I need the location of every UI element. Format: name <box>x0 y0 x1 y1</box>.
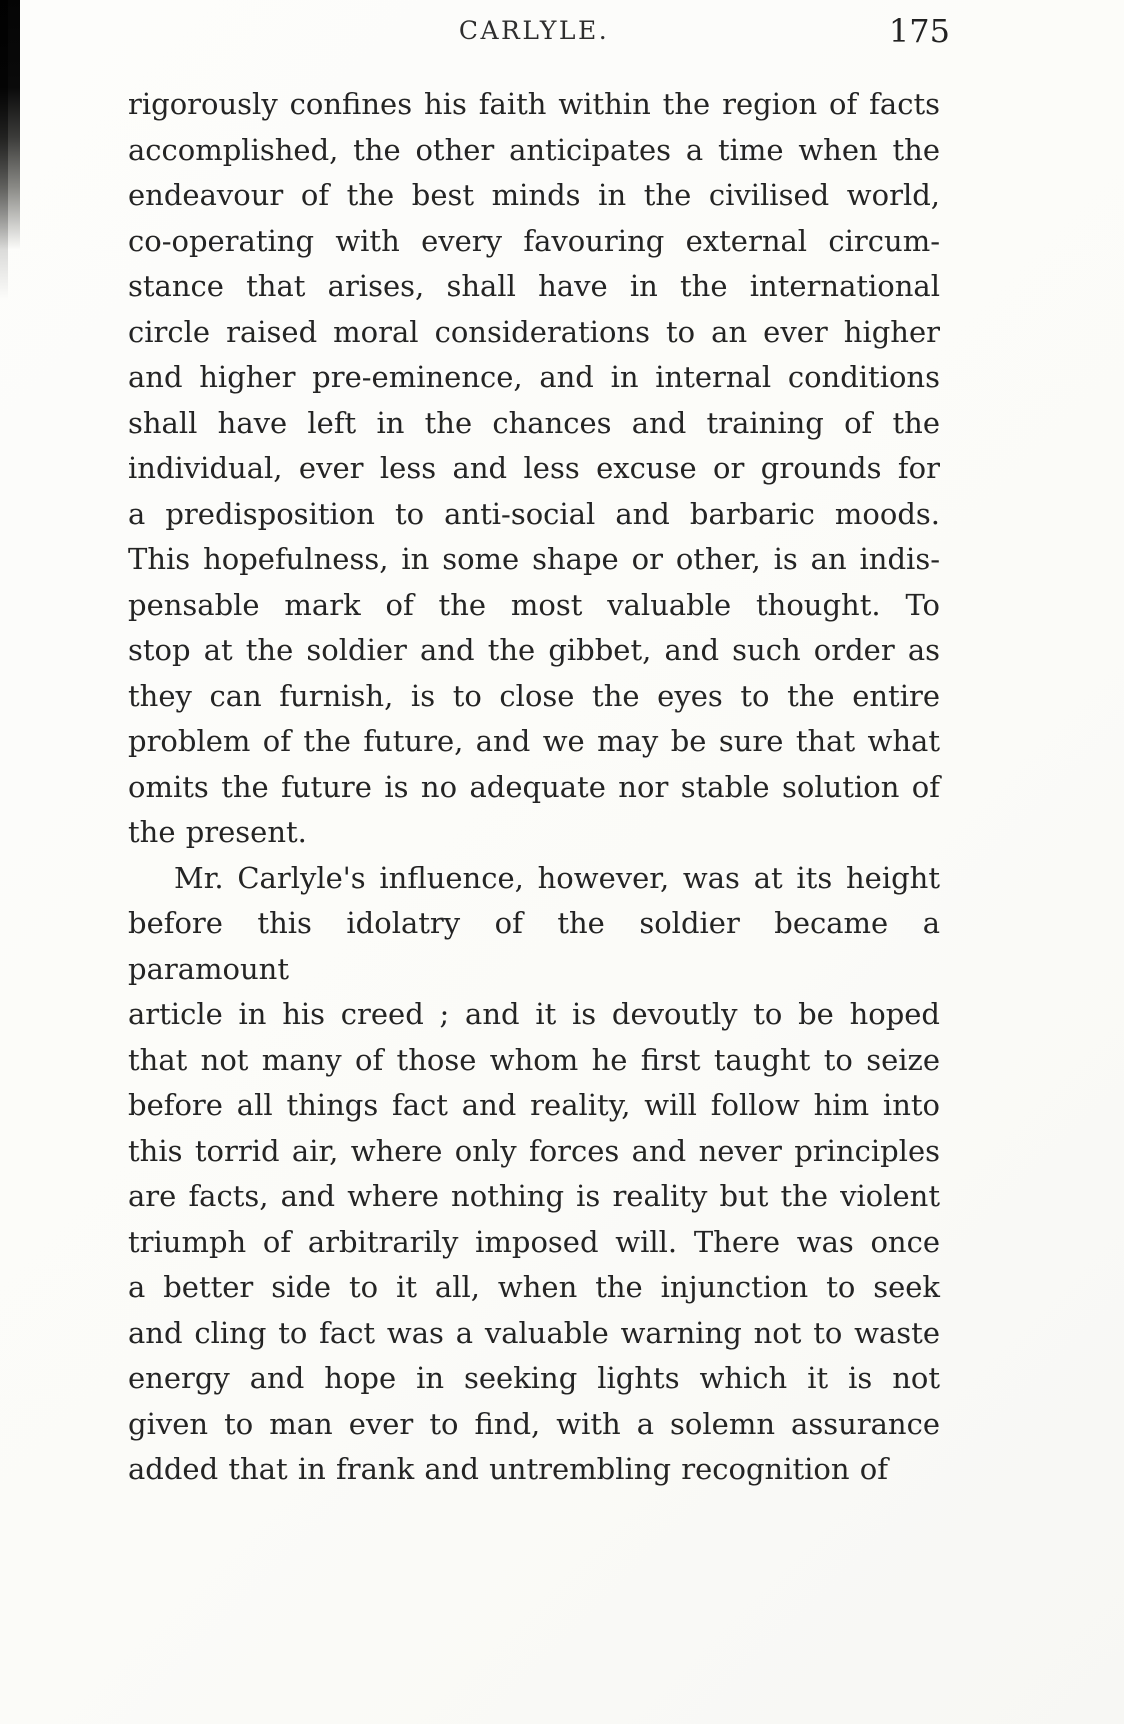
text-line: energy and hope in seeking lights which it is not <box>128 1361 940 1395</box>
text-line: stance that arises, shall have in the international <box>128 269 940 303</box>
text-line: they can furnish, is to close the eyes to the entire <box>128 678 940 713</box>
text-line: and higher pre-eminence, and in internal conditions <box>128 360 940 394</box>
text-line: triumph of arbitrarily imposed will. There was once <box>128 1224 940 1259</box>
text-line: before all things fact and reality, will follow him into <box>128 1088 940 1122</box>
text-line: the present. <box>128 815 307 849</box>
text-line: omits the future is no adequate nor stable solution of <box>128 769 940 804</box>
text-line: before this idolatry of the soldier became a paramount <box>128 906 940 986</box>
header-title: CARLYLE. <box>458 16 610 45</box>
text-line: added that in frank and untrembling recognition of <box>128 1452 888 1486</box>
text-line: problem of the future, and we may be sure that what <box>128 724 940 758</box>
paragraph <box>128 82 940 856</box>
text-line: Mr. Carlyle's influence, however, was at its height <box>174 860 940 895</box>
running-header <box>128 12 950 56</box>
page-number: 175 <box>888 12 950 50</box>
text-line: rigorously confines his faith within the region of facts <box>128 87 940 121</box>
text-line: pensable mark of the most valuable thought. To <box>128 587 940 622</box>
binding-shadow <box>0 0 20 250</box>
text-line: that not many of those whom he first taught to seize <box>128 1042 940 1077</box>
paragraph <box>128 856 940 1493</box>
text-line: article in his creed ; and it is devoutly to be hoped <box>128 997 940 1031</box>
text-line: given to man ever to find, with a solemn assurance <box>128 1406 940 1441</box>
text-block <box>128 82 940 1493</box>
text-line: shall have left in the chances and training of the <box>128 405 940 440</box>
text-line: a predisposition to anti-social and barbaric moods. <box>128 496 940 531</box>
text-line: This hopefulness, in some shape or other, is an indis- <box>128 542 940 576</box>
text-line: a better side to it all, when the injunction to seek <box>128 1270 940 1304</box>
text-line: individual, ever less and less excuse or grounds for <box>128 451 940 485</box>
text-line: stop at the soldier and the gibbet, and such order as <box>128 633 940 667</box>
text-line: and cling to fact was a valuable warning not to waste <box>128 1315 940 1350</box>
text-line: accomplished, the other anticipates a time when the <box>128 132 940 167</box>
text-line: are facts, and where nothing is reality but the violent <box>128 1179 940 1213</box>
text-line: circle raised moral considerations to an ever higher <box>128 314 940 349</box>
text-line: this torrid air, where only forces and never principles <box>128 1133 940 1168</box>
text-line: endeavour of the best minds in the civilised world, <box>128 178 940 212</box>
text-line: co-operating with every favouring external circum- <box>128 223 940 258</box>
